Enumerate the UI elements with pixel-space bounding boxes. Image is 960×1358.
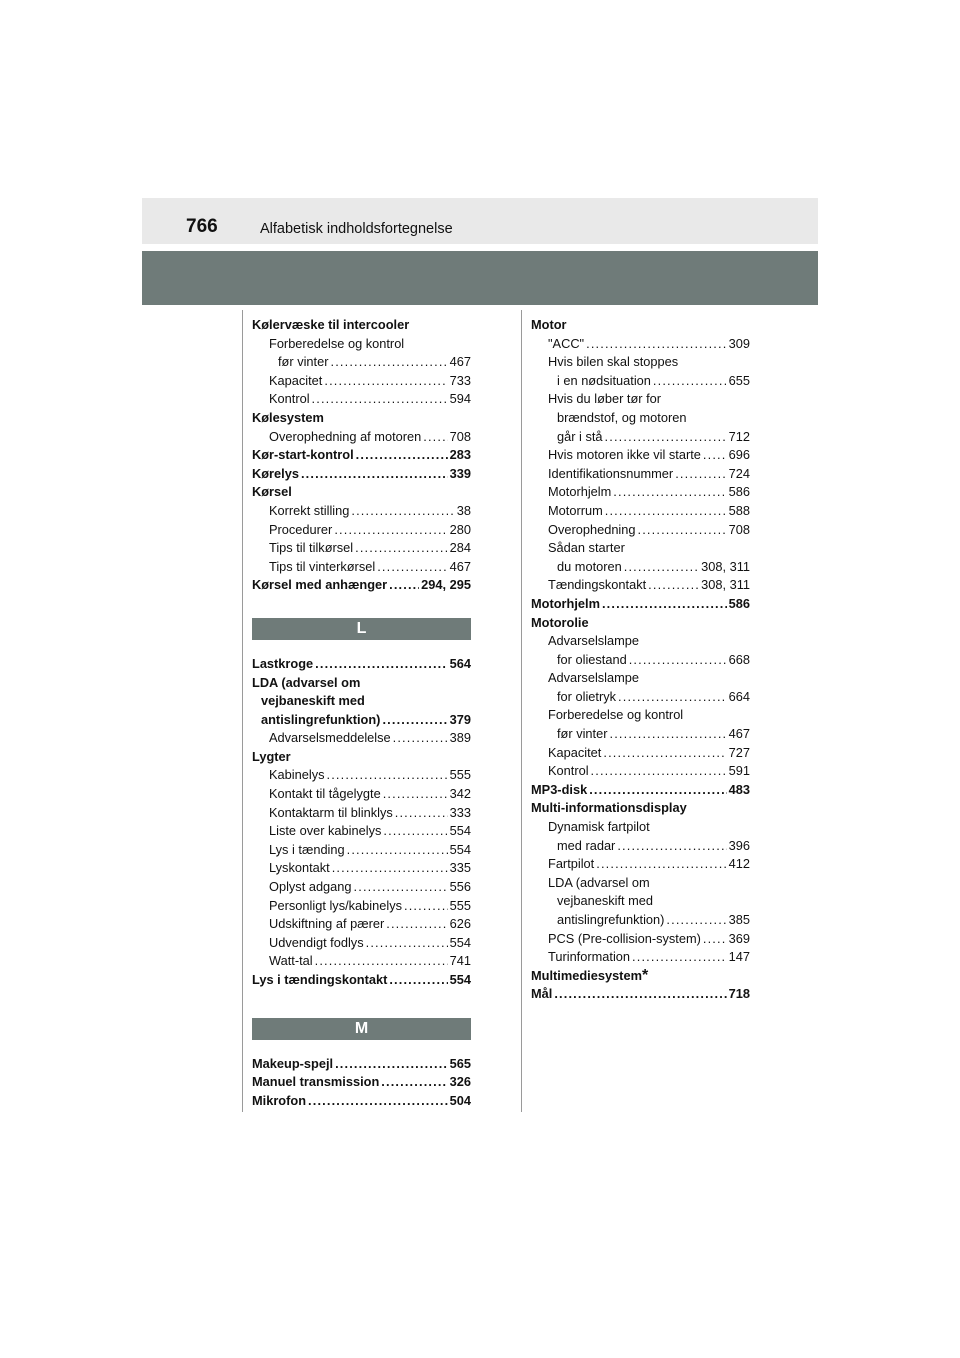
index-entry — [531, 465, 750, 484]
index-entry — [531, 651, 750, 670]
index-entry — [252, 785, 471, 804]
index-entry-label: går i stå — [557, 428, 603, 444]
dot-leader — [386, 915, 447, 934]
index-entry-label: brændstof, og motoren — [557, 409, 687, 425]
index-entry-label: i en nødsituation — [557, 372, 651, 388]
index-entry-label: Motorolie — [531, 614, 589, 630]
index-entry — [531, 558, 750, 577]
index-entry-label: før vinter — [278, 354, 329, 370]
index-entry-label: Forberedelse og kontrol — [548, 707, 684, 723]
index-entry-label: Kølesystem — [252, 409, 324, 425]
index-entry-page: 280 — [449, 521, 471, 537]
dot-leader — [675, 465, 726, 484]
index-entry-label: Hvis bilen skal stoppes — [548, 354, 679, 370]
index-entry-page: 335 — [449, 860, 471, 876]
dot-leader — [404, 897, 448, 916]
dot-leader — [666, 911, 726, 930]
index-entry — [531, 985, 750, 1004]
section-heading-l: L — [252, 618, 471, 640]
dot-leader — [381, 1073, 447, 1092]
index-entry-page: 727 — [728, 744, 750, 760]
index-entry — [252, 390, 471, 409]
index-entry-label: LDA (advarsel om — [252, 674, 361, 690]
index-entry-label: Multimediesystem — [531, 967, 642, 983]
index-entry-label: Tips til vinterkørsel — [269, 558, 376, 574]
dot-leader — [395, 804, 448, 823]
index-entry — [252, 952, 471, 971]
page-title: Alfabetisk indholdsfortegnelse — [260, 221, 453, 237]
index-entry — [252, 576, 471, 595]
index-entry-label: Kontaktarm til blinklys — [269, 804, 393, 820]
index-entry-label: Advarselsmeddelelse — [269, 730, 391, 746]
index-entry-label: Motorhjelm — [531, 595, 600, 611]
index-entry-label: "ACC" — [548, 335, 585, 351]
dot-leader — [618, 688, 727, 707]
index-entry-page: 483 — [728, 781, 750, 797]
index-entry-label: Mål — [531, 986, 553, 1002]
index-entry — [531, 372, 750, 391]
index-entry-page: 664 — [728, 688, 750, 704]
dot-leader — [609, 725, 726, 744]
index-entry — [252, 915, 471, 934]
dot-leader — [603, 744, 726, 763]
index-entry-page: 38 — [456, 502, 471, 518]
index-entry-label: MP3-disk — [531, 781, 588, 797]
index-entry-label: Watt-tal — [269, 953, 313, 969]
index-entry-page: 412 — [728, 856, 750, 872]
index-entry — [252, 446, 471, 465]
dot-leader — [554, 985, 726, 1004]
index-entry — [531, 725, 750, 744]
index-entry — [531, 595, 750, 614]
dot-leader — [312, 390, 448, 409]
dot-leader — [308, 1092, 448, 1111]
dot-leader — [605, 428, 727, 447]
index-entry — [252, 316, 471, 335]
index-entry-label: Motor — [531, 317, 567, 332]
index-entry — [252, 804, 471, 823]
index-entry-page: 147 — [728, 949, 750, 965]
dot-leader — [315, 655, 447, 674]
index-entry — [252, 558, 471, 577]
index-entry-label: Lys i tændingskontakt — [252, 972, 388, 987]
dot-leader — [617, 837, 726, 856]
index-entry-label: Procedurer — [269, 521, 333, 537]
index-entry — [252, 748, 471, 767]
dot-leader — [586, 335, 727, 354]
index-entry-label: Hvis motoren ikke vil starte — [548, 447, 701, 463]
dot-leader — [382, 711, 447, 730]
dot-leader — [366, 934, 448, 953]
dot-leader — [648, 576, 699, 595]
index-entry — [252, 822, 471, 841]
index-entry — [252, 372, 471, 391]
index-column-right — [531, 316, 750, 1004]
dot-leader — [330, 353, 447, 372]
index-entry — [531, 930, 750, 949]
dot-leader — [355, 539, 448, 558]
index-entry — [531, 818, 750, 837]
index-entry-page: 339 — [449, 465, 471, 481]
index-entry-page: 696 — [728, 447, 750, 463]
dot-leader — [624, 558, 699, 577]
index-entry-page: 554 — [449, 841, 471, 857]
index-entry-label: Oplyst adgang — [269, 879, 352, 895]
index-entry-page: 588 — [728, 502, 750, 518]
index-entry — [252, 934, 471, 953]
index-entry-label: for olietryk — [557, 688, 617, 704]
index-entry-page: 467 — [449, 558, 471, 574]
index-entry — [252, 428, 471, 447]
index-block-motor — [531, 316, 750, 1004]
page-number: 766 — [186, 216, 218, 237]
index-column-left — [252, 316, 471, 1110]
index-entry — [531, 521, 750, 540]
index-entry — [531, 799, 750, 818]
index-entry-label: Identifikationsnummer — [548, 465, 674, 481]
dot-leader — [347, 841, 448, 860]
column-divider-right — [521, 310, 522, 1112]
index-entry-label: Tips til tilkørsel — [269, 540, 354, 556]
index-entry-label: Kapacitet — [548, 744, 602, 760]
dot-leader — [324, 372, 447, 391]
index-entry-page: 718 — [728, 986, 750, 1002]
index-entry-label: Udvendigt fodlys — [269, 934, 364, 950]
index-entry-label: Multi-informationsdisplay — [531, 800, 687, 816]
index-entry-label: Forberedelse og kontrol — [269, 335, 405, 351]
index-entry-page: 712 — [728, 428, 750, 444]
dot-leader — [591, 762, 727, 781]
index-entry-label: Overophedning af motoren — [269, 428, 422, 444]
index-entry — [531, 744, 750, 763]
index-entry: Multimediesystem * — [531, 966, 649, 984]
index-entry — [252, 711, 471, 730]
dot-leader — [383, 785, 448, 804]
index-entry-label: Fartpilot — [548, 856, 595, 872]
index-entry-page: 554 — [449, 972, 471, 987]
index-entry-label: Overophedning — [548, 521, 636, 537]
index-entry — [252, 409, 471, 428]
dot-leader — [629, 651, 727, 670]
dot-leader — [605, 502, 727, 521]
index-entry — [252, 729, 471, 748]
index-entry-page: 504 — [449, 1092, 471, 1108]
index-entry — [531, 614, 750, 633]
index-entry — [252, 502, 471, 521]
index-entry-page: 379 — [449, 711, 471, 727]
index-entry — [531, 353, 750, 372]
index-entry-page: 554 — [449, 934, 471, 950]
index-entry — [531, 948, 750, 967]
dot-leader — [638, 521, 727, 540]
index-entry — [531, 911, 750, 930]
header-band — [142, 251, 818, 305]
index-entry — [252, 971, 471, 990]
index-entry — [531, 837, 750, 856]
index-entry-page: 396 — [728, 837, 750, 853]
index-entry-label: Kørelys — [252, 465, 299, 481]
dot-leader — [632, 948, 727, 967]
index-entry-label: Kapacitet — [269, 372, 323, 388]
index-entry-label: antislingrefunktion) — [261, 711, 381, 727]
index-entry-page: 708 — [449, 428, 471, 444]
index-entry — [252, 692, 471, 711]
index-entry-page: 326 — [449, 1074, 471, 1090]
index-entry — [531, 874, 750, 893]
index-entry-page: 385 — [728, 912, 750, 927]
index-entry-label: vejbaneskift med — [557, 893, 654, 909]
index-entry-page: 594 — [449, 391, 471, 407]
index-entry — [252, 483, 471, 502]
dot-leader — [653, 372, 727, 391]
index-entry-label: LDA (advarsel om — [548, 874, 650, 890]
index-entry-page: 556 — [449, 879, 471, 895]
index-entry-label: Advarselslampe — [548, 670, 640, 686]
dot-leader — [351, 502, 454, 521]
index-entry-label: Mikrofon — [252, 1092, 307, 1108]
index-entry — [531, 669, 750, 688]
index-entry-page: 555 — [449, 897, 471, 913]
index-entry-page: 467 — [728, 726, 750, 742]
index-entry-label: for oliestand — [557, 651, 627, 667]
index-entry-label: før vinter — [557, 726, 608, 742]
index-entry — [252, 655, 471, 674]
index-entry-label: Lygter — [252, 748, 291, 764]
index-entry-label: Lastkroge — [252, 655, 314, 671]
dot-leader — [354, 878, 448, 897]
dot-leader — [596, 855, 726, 874]
index-entry-label: Kørsel — [252, 484, 292, 500]
index-entry-label: Sådan starter — [548, 540, 625, 556]
index-entry-label: Kontrol — [269, 391, 310, 407]
index-entry-page: 294, 295 — [421, 577, 471, 593]
dot-leader — [315, 952, 448, 971]
index-entry-page: 308, 311 — [701, 558, 750, 574]
index-entry-page: 555 — [449, 767, 471, 783]
index-entry-page: 564 — [449, 655, 471, 671]
header-bar — [142, 198, 818, 244]
index-entry-label: antislingrefunktion) — [557, 912, 665, 927]
index-entry — [531, 316, 750, 335]
index-entry — [531, 390, 750, 409]
dot-leader — [613, 483, 726, 502]
index-entry — [531, 762, 750, 781]
index-entry-label: Liste over kabinelys — [269, 823, 382, 839]
index-entry-label: Kørsel med anhænger — [252, 577, 388, 593]
dot-leader — [393, 729, 448, 748]
index-entry-label: Udskiftning af pærer — [269, 916, 385, 932]
dot-leader — [703, 446, 727, 465]
dot-leader — [377, 558, 447, 577]
index-entry — [252, 521, 471, 540]
index-entry — [531, 483, 750, 502]
dot-leader — [589, 781, 726, 800]
index-block-l — [252, 655, 471, 990]
index-entry-label: vejbaneskift med — [261, 693, 365, 709]
index-entry — [531, 502, 750, 521]
dot-leader — [389, 576, 419, 595]
index-entry-page: 308, 311 — [701, 577, 750, 593]
index-entry-label: Motorhjelm — [548, 484, 612, 500]
index-entry-label: Kontrol — [548, 763, 589, 779]
index-entry-page: 586 — [728, 595, 750, 611]
dot-leader — [335, 1055, 448, 1074]
dot-leader — [703, 930, 727, 949]
index-entry-page: 554 — [449, 823, 471, 839]
dot-leader — [301, 465, 448, 484]
index-entry-page: 708 — [728, 521, 750, 537]
index-entry — [531, 428, 750, 447]
index-entry-page: 369 — [728, 930, 750, 946]
index-entry-label: Kontakt til tågelygte — [269, 786, 381, 802]
section-heading-m: M — [252, 1018, 471, 1040]
index-entry-label: Turinformation — [548, 949, 631, 965]
dot-leader — [334, 521, 447, 540]
index-entry-label: Hvis du løber tør for — [548, 391, 662, 407]
index-entry-label: med radar — [557, 837, 616, 853]
index-entry — [531, 409, 750, 428]
index-entry-label: du motoren — [557, 558, 622, 574]
index-entry-page: 309 — [728, 335, 750, 351]
index-entry — [252, 766, 471, 785]
index-entry-page: 586 — [728, 484, 750, 500]
index-entry-page: 655 — [728, 372, 750, 388]
index-entry-page: 284 — [449, 540, 471, 556]
index-entry — [531, 539, 750, 558]
index-entry-page: 591 — [728, 763, 750, 779]
column-divider-left — [242, 310, 243, 1112]
index-entry — [252, 465, 471, 484]
index-entry-label: Lys i tænding — [269, 841, 345, 857]
index-entry — [252, 1092, 471, 1111]
index-entry — [531, 706, 750, 725]
index-entry-page: 283 — [449, 447, 471, 463]
index-entry-label: Advarselslampe — [548, 633, 640, 649]
index-entry — [531, 855, 750, 874]
dot-leader — [327, 766, 448, 785]
dot-leader — [389, 971, 447, 990]
index-entry-label: Kør-start-kontrol — [252, 447, 354, 463]
dot-leader — [602, 595, 727, 614]
dot-leader — [423, 428, 447, 447]
index-entry-label: PCS (Pre-collision-system) — [548, 930, 701, 946]
index-entry — [252, 897, 471, 916]
dot-leader — [332, 859, 448, 878]
index-entry-label: Manuel transmission — [252, 1074, 380, 1090]
index-entry-label: Dynamisk fartpilot — [548, 819, 650, 835]
index-entry-label: Makeup-spejl — [252, 1055, 334, 1071]
index-entry-label: Tændingskontakt — [548, 577, 647, 593]
index-entry-page: 733 — [449, 372, 471, 388]
index-entry — [252, 1055, 471, 1074]
index-entry-page: 668 — [728, 651, 750, 667]
dot-leader — [383, 822, 447, 841]
index-entry — [252, 878, 471, 897]
index-entry — [531, 781, 750, 800]
index-entry-page: 333 — [449, 804, 471, 820]
index-entry-page: 741 — [449, 953, 471, 969]
index-entry — [252, 353, 471, 372]
index-entry-page: 565 — [449, 1055, 471, 1071]
index-entry-page: 467 — [449, 354, 471, 370]
index-entry-label: Lyskontakt — [269, 860, 330, 876]
index-entry-page: 724 — [728, 465, 750, 481]
index-entry-page: 626 — [449, 916, 471, 932]
index-entry-label: Kabinelys — [269, 767, 325, 783]
index-entry — [252, 539, 471, 558]
index-entry — [252, 859, 471, 878]
index-entry-page: 342 — [449, 786, 471, 802]
index-entry-label: Kølervæske til intercooler — [252, 317, 410, 332]
index-entry — [531, 446, 750, 465]
index-entry-label: Personligt lys/kabinelys — [269, 897, 403, 913]
index-entry-page: 389 — [449, 730, 471, 746]
index-block-k — [252, 316, 471, 595]
index-entry — [531, 335, 750, 354]
index-entry-label: Korrekt stilling — [269, 502, 350, 518]
index-entry — [252, 674, 471, 693]
index-entry — [531, 632, 750, 651]
index-entry — [252, 335, 471, 354]
index-entry — [252, 1073, 471, 1092]
dot-leader — [356, 446, 448, 465]
index-entry — [531, 892, 750, 911]
index-block-m — [252, 1055, 471, 1111]
index-entry-label: Motorrum — [548, 502, 603, 518]
index-entry — [531, 688, 750, 707]
index-entry — [531, 576, 750, 595]
index-entry — [252, 841, 471, 860]
